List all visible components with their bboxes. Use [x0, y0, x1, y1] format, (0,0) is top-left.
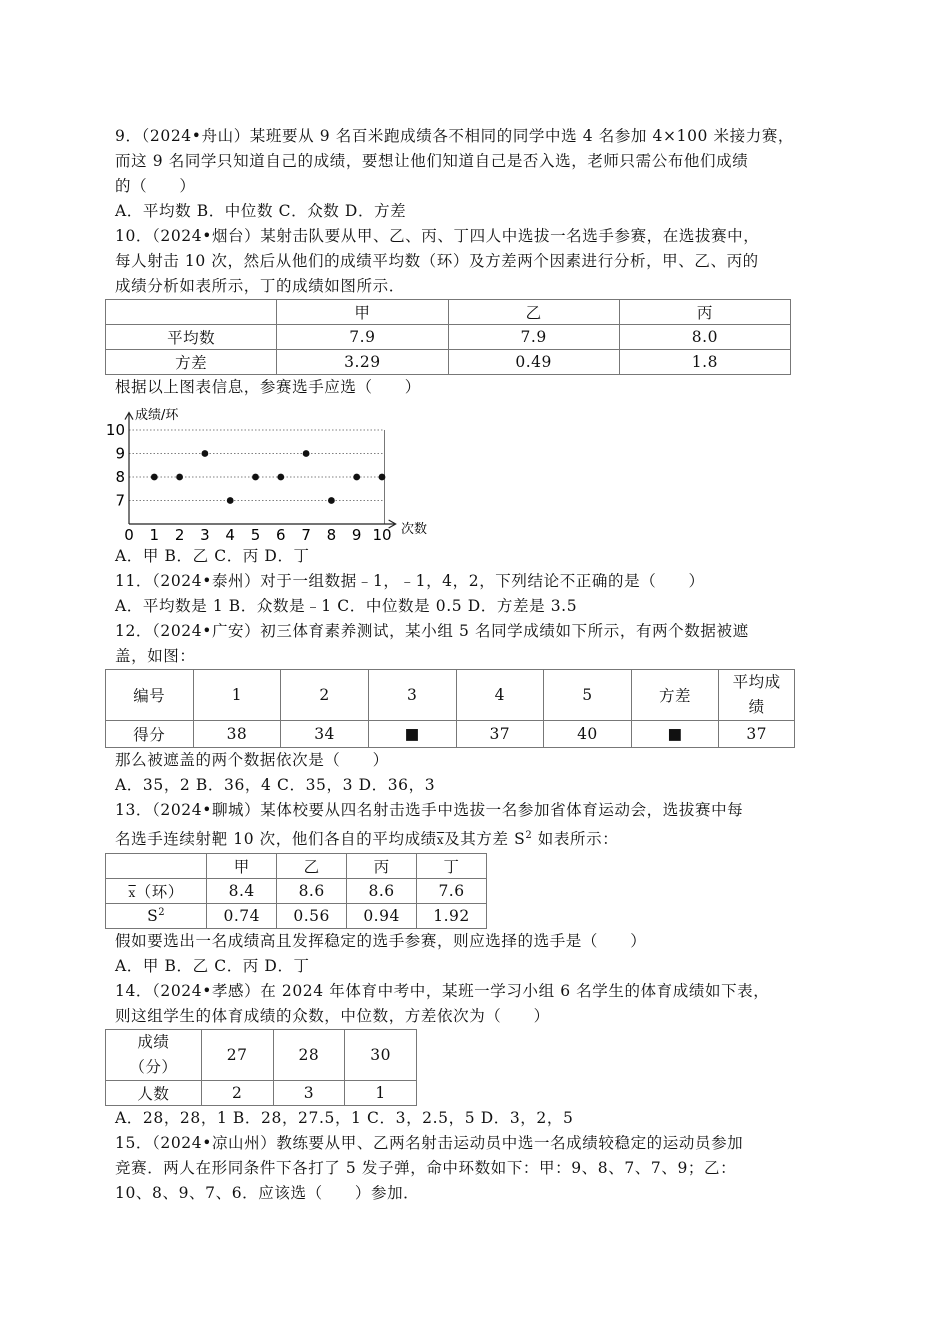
- q13-line2-b: 及其方差 S: [444, 830, 526, 849]
- table-cell: 平均成绩: [719, 670, 795, 721]
- table-row: [106, 670, 795, 721]
- table-row: [106, 300, 791, 325]
- table-cell: 丁: [417, 854, 487, 879]
- table-row: [106, 1081, 417, 1106]
- data-point: [379, 474, 386, 481]
- q14-table: [105, 1029, 417, 1106]
- q13-line1: 13．（2024•聊城）某体校要从四名射击选手中选拔一名参加省体育运动会，选拔赛中每: [115, 801, 744, 819]
- q15-line2: 竞赛．两人在形同条件下各打了 5 发子弹，命中环数如下：甲：9、8、7、7、9；乙：: [115, 1159, 737, 1178]
- x-tick-label: 2: [174, 526, 185, 544]
- table-cell: 0.94: [347, 904, 417, 929]
- q10-line2: 每人射击 10 次，然后从他们的成绩平均数（环）及方差两个因素进行分析，甲、乙、丙的: [115, 252, 759, 270]
- q13-line2-a: 名选手连续射靶 10 次，他们各自的平均成绩: [115, 830, 437, 849]
- x-tick-label: 5: [250, 526, 261, 544]
- table-cell: [106, 879, 207, 904]
- table-cell: 37: [456, 721, 544, 748]
- y-tick-label: 9: [115, 444, 125, 463]
- x-tick-label: 4: [225, 526, 235, 544]
- data-point: [277, 474, 284, 481]
- q12-options: A．35，2 B．36，4 C．35，3 D．36，3: [115, 776, 436, 794]
- table-cell: 乙: [277, 854, 347, 879]
- x-tick-label: 6: [276, 526, 286, 544]
- table-cell: 0.56: [277, 904, 347, 929]
- data-point: [176, 474, 183, 481]
- document-page: [105, 124, 845, 1206]
- q14-line1: 14．（2024•孝感）在 2024 年体育中考中，某班一学习小组 6 名学生的体育成绩如下表，: [115, 982, 770, 1001]
- q12-line1: 12．（2024•广安）初三体育素养测试，某小组 5 名同学成绩如下所示，有两个数据被遮: [115, 622, 749, 640]
- table-cell: 3.29: [277, 350, 448, 375]
- q13-line2-c: 如表所示：: [532, 830, 619, 849]
- table-cell: 0.74: [207, 904, 277, 929]
- table-cell: 甲: [207, 854, 277, 879]
- x-bar-symbol: $\overline{x}$: [128, 886, 136, 901]
- cell-line: （分）: [129, 1058, 178, 1077]
- q14-line2: 则这组学生的体育成绩的众数，中位数，方差依次为（ ）: [115, 1007, 550, 1026]
- table-row: [106, 854, 487, 879]
- x-tick-label: 10: [372, 526, 392, 544]
- table-cell: 7.6: [417, 879, 487, 904]
- table-row: [106, 1030, 417, 1081]
- q10-scatter-chart: [105, 402, 443, 544]
- table-cell: 平均数: [106, 325, 277, 350]
- table-cell: 28: [273, 1030, 345, 1081]
- q15-line1: 15．（2024•凉山州）教练要从甲、乙两名射击运动员中选一名成绩较稳定的运动员参加: [115, 1134, 744, 1153]
- table-cell: 7.9: [448, 325, 619, 350]
- q12-line2: 盖，如图：: [115, 647, 196, 665]
- q10-line1: 10．（2024•烟台）某射击队要从甲、乙、丙、丁四人中选拔一名选手参赛，在选拔赛中，: [115, 227, 760, 245]
- table-row: [106, 350, 791, 375]
- row-label: （环）: [135, 883, 184, 902]
- table-cell: [106, 854, 207, 879]
- table-cell: 8.4: [207, 879, 277, 904]
- q13-options: A．甲 B．乙 C．丙 D．丁: [115, 957, 310, 976]
- table-cell: 得分: [106, 721, 194, 748]
- q9-line2: 而这 9 名同学只知道自己的成绩，要想让他们知道自己是否入选，老师只需公布他们成绩: [115, 152, 749, 170]
- x-axis-label: 次数: [401, 522, 428, 537]
- table-cell: 2: [201, 1081, 273, 1106]
- table-cell: [106, 904, 207, 929]
- superscript: 2: [158, 907, 166, 919]
- table-cell: 8.6: [347, 879, 417, 904]
- table-cell: 40: [544, 721, 632, 748]
- q10-after: 根据以上图表信息，参赛选手应选（ ）: [115, 378, 421, 396]
- table-cell: [106, 1030, 202, 1081]
- data-point: [328, 497, 335, 504]
- table-cell: 人数: [106, 1081, 202, 1106]
- q12-after: 那么被遮盖的两个数据依次是（ ）: [115, 751, 389, 769]
- q10-line3: 成绩分析如表所示，丁的成绩如图所示．: [115, 277, 405, 295]
- data-point: [353, 474, 360, 481]
- table-cell: 3: [368, 670, 456, 721]
- x-tick-label: 1: [149, 526, 160, 544]
- table-cell: 8.6: [277, 879, 347, 904]
- q11-options: A．平均数是 1 B．众数是﹣1 C．中位数是 0.5 D．方差是 3.5: [115, 597, 578, 615]
- table-cell: 0.49: [448, 350, 619, 375]
- table-cell: 方差: [631, 670, 719, 721]
- data-point: [202, 450, 209, 457]
- q9-line1: 9．（2024•舟山）某班要从 9 名百米跑成绩各不相同的同学中选 4 名参加 4×100 米接力赛，: [115, 127, 795, 145]
- q15-line3: 10、8、9、7、6．应该选（ ）参加．: [115, 1184, 420, 1203]
- y-tick-label: 10: [105, 421, 125, 439]
- table-cell: 甲: [277, 300, 448, 325]
- x-tick-label: 0: [124, 526, 134, 544]
- table-cell: 8.0: [619, 325, 790, 350]
- table-cell: 37: [719, 721, 795, 748]
- table-row: [106, 879, 487, 904]
- table-cell: 7.9: [277, 325, 448, 350]
- table-cell: ■: [631, 721, 719, 748]
- x-tick-label: 7: [301, 526, 311, 544]
- q11-line1: 11．（2024•泰州）对于一组数据﹣1，﹣1，4，2，下列结论不正确的是（ ）: [115, 572, 705, 590]
- table-cell: 乙: [448, 300, 619, 325]
- y-tick-label: 7: [115, 491, 125, 510]
- table-cell: 编号: [106, 670, 194, 721]
- table-cell: 1: [345, 1081, 417, 1106]
- table-cell: 2: [281, 670, 369, 721]
- table-cell: 丙: [347, 854, 417, 879]
- q13-line2: [115, 823, 845, 853]
- q13-after: 假如要选出一名成绩高且发挥稳定的选手参赛，则应选择的选手是（ ）: [115, 932, 647, 951]
- superscript: 2: [525, 830, 533, 841]
- q14-options: A．28，28，1 B．28，27.5，1 C．3，2.5，5 D．3，2，5: [115, 1109, 574, 1128]
- data-point: [227, 497, 234, 504]
- q12-table: [105, 669, 795, 748]
- table-row: [106, 721, 795, 748]
- table-cell: 4: [456, 670, 544, 721]
- table-cell: 丙: [619, 300, 790, 325]
- q10-table: [105, 299, 791, 375]
- q9-options: A．平均数 B．中位数 C．众数 D．方差: [115, 202, 407, 220]
- q10-options: A．甲 B．乙 C．丙 D．丁: [115, 547, 310, 565]
- row-label: S: [147, 907, 159, 926]
- cell-line: 成绩: [137, 1033, 170, 1052]
- x-tick-label: 8: [326, 526, 337, 544]
- table-cell: [106, 300, 277, 325]
- table-cell: 1.8: [619, 350, 790, 375]
- x-tick-label: 9: [351, 526, 362, 544]
- q13-table: [105, 853, 487, 929]
- table-cell: 方差: [106, 350, 277, 375]
- q9-line3: 的（ ）: [115, 177, 196, 195]
- table-cell: 1: [193, 670, 281, 721]
- table-cell: 34: [281, 721, 369, 748]
- y-axis-label: 成绩/环: [135, 408, 179, 423]
- table-cell: 5: [544, 670, 632, 721]
- table-cell: 27: [201, 1030, 273, 1081]
- table-cell: ■: [368, 721, 456, 748]
- x-bar-symbol: $\overline{x}$: [436, 833, 445, 848]
- table-cell: 30: [345, 1030, 417, 1081]
- table-cell: 3: [273, 1081, 345, 1106]
- table-row: [106, 325, 791, 350]
- data-point: [151, 474, 158, 481]
- data-point: [303, 450, 310, 457]
- data-point: [252, 474, 259, 481]
- x-tick-label: 3: [200, 526, 210, 544]
- table-row: [106, 904, 487, 929]
- table-cell: 1.92: [417, 904, 487, 929]
- y-tick-label: 8: [115, 468, 125, 486]
- table-cell: 38: [193, 721, 281, 748]
